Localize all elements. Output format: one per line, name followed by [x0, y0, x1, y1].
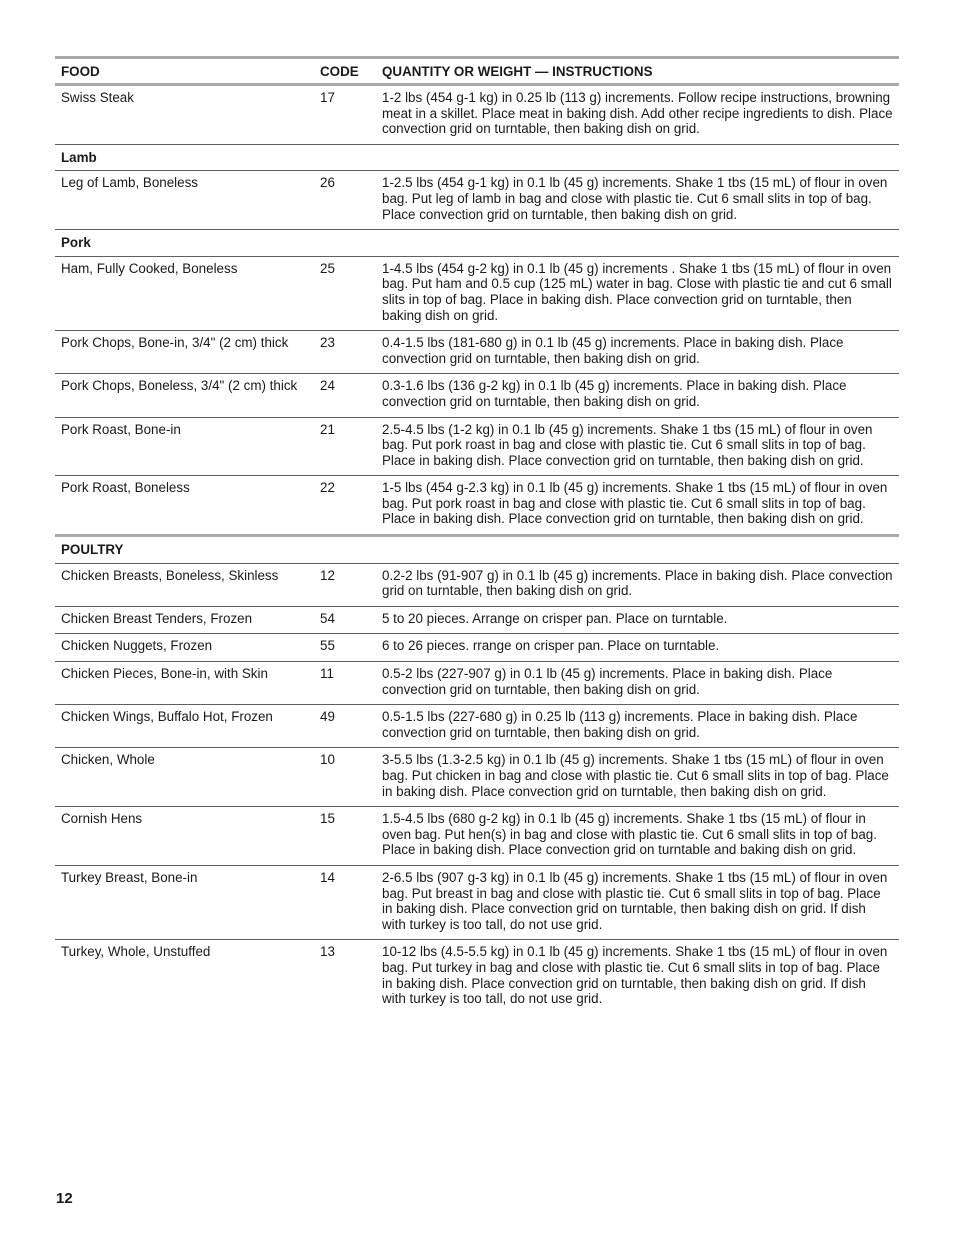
- category-row: [55, 230, 899, 257]
- instructions-cell: 0.5-1.5 lbs (227-680 g) in 0.25 lb (113 g) increments. Place in baking dish. Place convection grid on turntable, then baking dish on grid.: [382, 709, 858, 740]
- header-code: CODE: [320, 63, 359, 79]
- instructions-cell: 5 to 20 pieces. Arrange on crisper pan. Place on turntable.: [382, 610, 728, 626]
- table-row: [55, 374, 899, 417]
- code-cell: 26: [320, 175, 335, 191]
- category-row: [55, 536, 899, 564]
- instructions-cell: 6 to 26 pieces. rrange on crisper pan. Place on turntable.: [382, 638, 720, 654]
- food-cell: Turkey Breast, Bone-in: [61, 869, 198, 885]
- code-cell: 49: [320, 709, 335, 725]
- header-row: [55, 58, 899, 85]
- food-cell: Chicken Wings, Buffalo Hot, Frozen: [61, 709, 273, 725]
- category-label: Pork: [61, 235, 91, 251]
- instructions-cell: 0.5-2 lbs (227-907 g) in 0.1 lb (45 g) increments. Place in baking dish. Place convection grid on turntable, then baking dish on grid.: [382, 666, 833, 697]
- code-cell: 13: [320, 944, 335, 960]
- table-body: [55, 85, 899, 1014]
- header-instructions: QUANTITY OR WEIGHT — INSTRUCTIONS: [382, 63, 653, 79]
- table-row: [55, 748, 899, 807]
- code-cell: 15: [320, 811, 335, 827]
- category-label: POULTRY: [61, 542, 124, 558]
- code-cell: 54: [320, 610, 335, 626]
- instructions-cell: 3-5.5 lbs (1.3-2.5 kg) in 0.1 lb (45 g) increments. Shake 1 tbs (15 mL) of flour in oven bag. Put chicken in bag and close with plastic tie. Cut 6 small slits in top of bag. Place in baking dish. Place convection grid on turntable, then baking dish on grid.: [382, 752, 889, 799]
- category-row: [55, 144, 899, 171]
- code-cell: 25: [320, 260, 335, 276]
- table-header: [55, 58, 899, 85]
- code-cell: 55: [320, 638, 335, 654]
- table-row: [55, 705, 899, 748]
- instructions-cell: 2.5-4.5 lbs (1-2 kg) in 0.1 lb (45 g) increments. Shake 1 tbs (15 mL) of flour in oven bag. Put pork roast in bag and close with plastic tie. Cut 6 small slits in top of bag. Place in baking dish. Place convection grid on turntable, then baking dish on grid.: [382, 421, 873, 468]
- table-row: [55, 865, 899, 939]
- food-cell: Chicken Pieces, Bone-in, with Skin: [61, 666, 268, 682]
- table-row: [55, 476, 899, 536]
- food-cell: Chicken, Whole: [61, 752, 155, 768]
- table-row: [55, 85, 899, 145]
- table-row: [55, 171, 899, 230]
- food-cell: Cornish Hens: [61, 811, 143, 827]
- page-number: 12: [56, 1190, 73, 1207]
- food-cell: Pork Roast, Bone-in: [61, 421, 181, 437]
- table-row: [55, 940, 899, 1014]
- food-cell: Turkey, Whole, Unstuffed: [61, 944, 211, 960]
- table-row: [55, 662, 899, 705]
- code-cell: 22: [320, 480, 335, 496]
- instructions-cell: 2-6.5 lbs (907 g-3 kg) in 0.1 lb (45 g) increments. Shake 1 tbs (15 mL) of flour in oven bag. Put breast in bag and close with plastic tie. Cut 6 small slits in top of bag. Place in baking dish. Place convection grid on turntable, then baking dish on grid. If dish with turkey is too tall, do not use grid.: [382, 869, 888, 932]
- table-row: [55, 331, 899, 374]
- code-cell: 17: [320, 90, 335, 105]
- code-cell: 11: [320, 666, 334, 682]
- food-cell: Chicken Nuggets, Frozen: [61, 638, 213, 654]
- table-row: [55, 807, 899, 866]
- instructions-cell: 1-2.5 lbs (454 g-1 kg) in 0.1 lb (45 g) increments. Shake 1 tbs (15 mL) of flour in oven bag. Put leg of lamb in bag and close with plastic tie. Cut 6 small slits in top of bag. Place convection grid on turntable, then baking dish on grid.: [382, 175, 888, 222]
- food-cell: Pork Chops, Bone-in, 3/4" (2 cm) thick: [61, 335, 289, 351]
- instructions-cell: 0.3-1.6 lbs (136 g-2 kg) in 0.1 lb (45 g) increments. Place in baking dish. Place convection grid on turntable, then baking dish on grid.: [382, 378, 847, 409]
- code-cell: 24: [320, 378, 335, 394]
- table-row: [55, 256, 899, 330]
- food-cell: Pork Chops, Boneless, 3/4" (2 cm) thick: [61, 378, 298, 394]
- instructions-cell: 1-4.5 lbs (454 g-2 kg) in 0.1 lb (45 g) increments . Shake 1 tbs (15 mL) of flour in oven bag. Put ham and 0.5 cup (125 mL) water in bag. Close with plastic tie and cut 6 small slits in top of bag. Place in baking dish. Place convection grid on turntable, then baking dish on grid.: [382, 260, 892, 323]
- food-cell: Leg of Lamb, Boneless: [61, 175, 198, 191]
- code-cell: 14: [320, 869, 335, 885]
- food-cell: Chicken Breast Tenders, Frozen: [61, 610, 253, 626]
- code-cell: 10: [320, 752, 335, 768]
- category-label: Lamb: [61, 149, 97, 165]
- instructions-cell: 1-2 lbs (454 g-1 kg) in 0.25 lb (113 g) increments. Follow recipe instructions, browning meat in a skillet. Place meat in baking dish. Add other recipe ingredients to dish. Place convection grid on turntable, then baking dish on grid.: [382, 90, 893, 137]
- table-row: [55, 417, 899, 476]
- instructions-cell: 0.2-2 lbs (91-907 g) in 0.1 lb (45 g) increments. Place in baking dish. Place convection grid on turntable, then baking dish on grid.: [382, 567, 893, 599]
- cooking-chart-table: [55, 56, 899, 1014]
- table-row: [55, 606, 899, 634]
- instructions-cell: 1-5 lbs (454 g-2.3 kg) in 0.1 lb (45 g) increments. Shake 1 tbs (15 mL) of flour in oven bag. Put pork roast in bag and close with plastic tie. Cut 6 small slits in top of bag. Place in baking dish. Place convection grid on turntable, then baking dish on grid.: [382, 480, 888, 527]
- table-row: [55, 563, 899, 606]
- food-cell: Swiss Steak: [61, 90, 134, 105]
- code-cell: 12: [320, 567, 335, 583]
- instructions-cell: 10-12 lbs (4.5-5.5 kg) in 0.1 lb (45 g) increments. Shake 1 tbs (15 mL) of flour in oven bag. Put turkey in bag and close with plastic tie. Cut 6 small slits in top of bag. Place in baking dish. Place convection grid on turntable, then baking dish on grid. If dish with turkey is too tall, do not use grid.: [382, 944, 888, 1007]
- instructions-cell: 1.5-4.5 lbs (680 g-2 kg) in 0.1 lb (45 g) increments. Shake 1 tbs (15 mL) of flour in oven bag. Put hen(s) in bag and close with plastic tie. Cut 6 small slits in top of bag. Place in baking dish. Place convection grid on turntable and baking dish on grid.: [382, 811, 877, 858]
- header-food: FOOD: [61, 63, 100, 79]
- table-row: [55, 634, 899, 662]
- code-cell: 21: [320, 421, 335, 437]
- instructions-cell: 0.4-1.5 lbs (181-680 g) in 0.1 lb (45 g) increments. Place in baking dish. Place convection grid on turntable, then baking dish on grid.: [382, 335, 844, 366]
- food-cell: Pork Roast, Boneless: [61, 480, 190, 496]
- code-cell: 23: [320, 335, 335, 351]
- food-cell: Ham, Fully Cooked, Boneless: [61, 260, 238, 276]
- food-cell: Chicken Breasts, Boneless, Skinless: [61, 567, 279, 583]
